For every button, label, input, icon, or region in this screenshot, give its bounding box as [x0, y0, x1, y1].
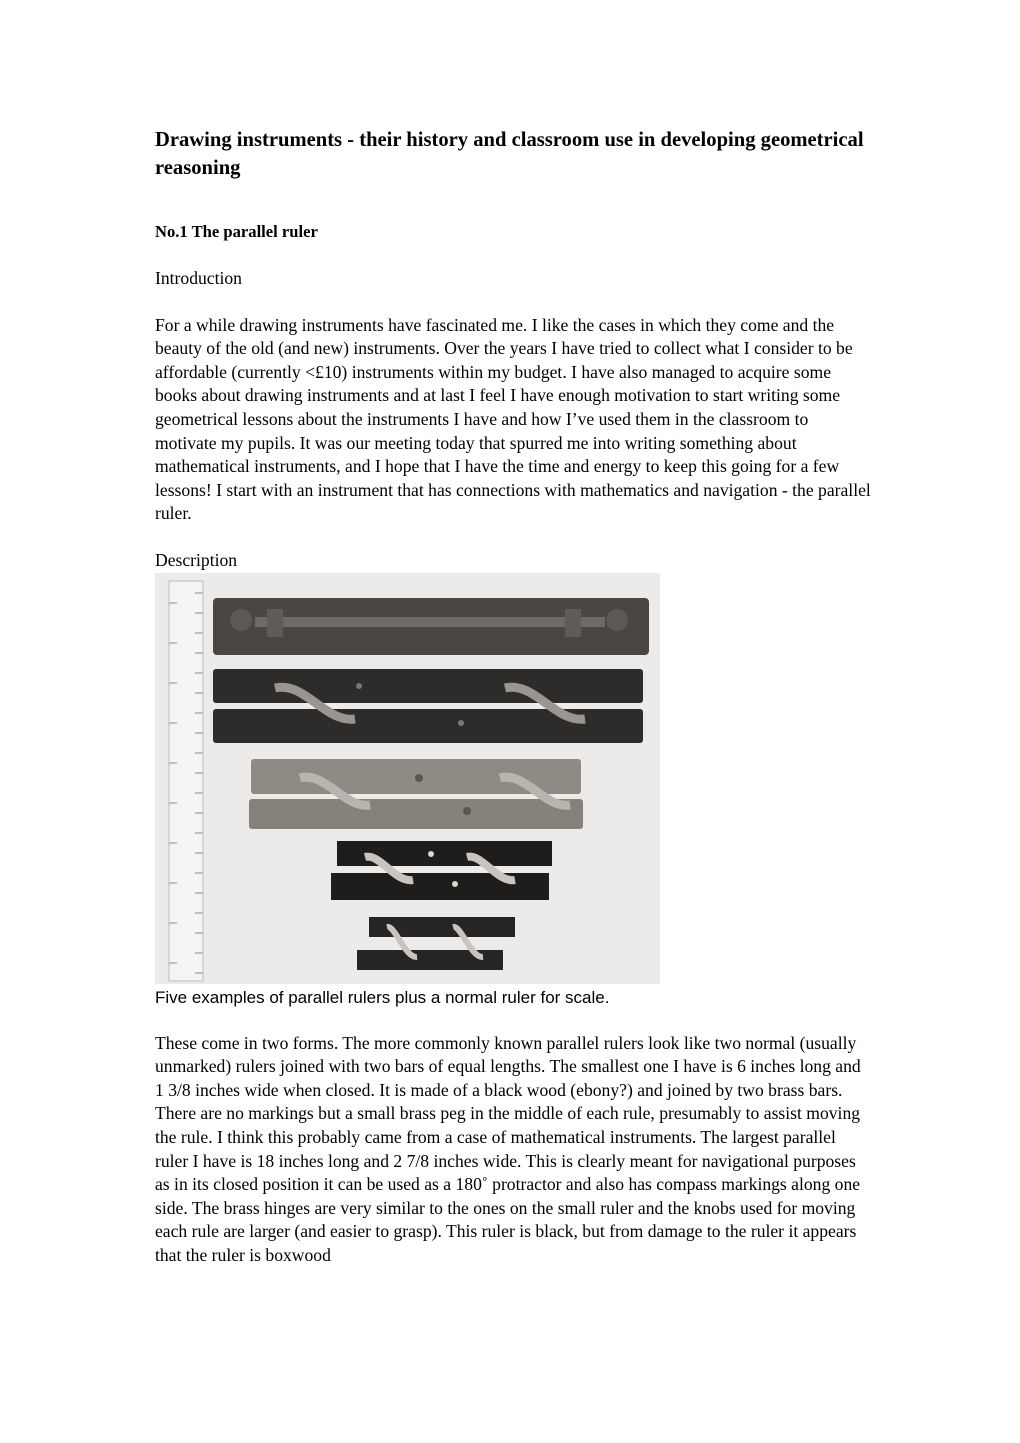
- document-subtitle: No.1 The parallel ruler: [155, 222, 318, 241]
- boxwood-parallel-ruler: [249, 759, 583, 829]
- parallel-rulers-photo: [155, 573, 660, 984]
- document-title: Drawing instruments - their history and classroom use in developing geometrical reasoning: [155, 129, 864, 179]
- scale-ruler: [169, 581, 203, 981]
- intro-paragraph: For a while drawing instruments have fascinated me. I like the cases in which they come and the beauty of the old (and new) instruments. Over the years I have tried to collect what I consider to be affordable (currently <£10) instruments within my budget. I have also managed to acquire some books about drawing instruments and at last I feel I have enough motivation to start writing some geometrical lessons about the instruments I have and how I’ve used them in the classroom to motivate my pupils. It was our meeting today that spurred me into writing something about mathematical instruments, and I hope that I have the time and energy to keep this going for a few lessons! I start with an instrument that has connections with mathematics and navigation - the parallel ruler.: [155, 314, 871, 524]
- description-paragraph: These come in two forms. The more commonly known parallel rulers look like two normal (usually unmarked) rulers joined with two bars of equal lengths. The smallest one I have is 6 inches long and 1 3/8 inches wide when closed. It is made of a black wood (ebony?) and joined by two brass bars. There are no markings but a small brass peg in the middle of each rule, presumably to assist moving the rule. I think this probably came from a case of mathematical instruments. The largest parallel ruler I have is 18 inches long and 2 7/8 inches wide. This is clearly meant for navigational purposes as in its closed position it can be used as a 180˚ protractor and also has compass markings along one side. The brass hinges are very similar to the ones on the small ruler and the knobs used for moving each rule are larger (and easier to grasp). This ruler is black, but from damage to the ruler it appears that the ruler is boxwood: [155, 1032, 861, 1265]
- roller-parallel-ruler: [213, 598, 649, 655]
- section-heading-introduction: Introduction: [155, 268, 242, 288]
- section-heading-description: Description: [155, 549, 238, 570]
- figure-caption: Five examples of parallel rulers plus a normal ruler for scale.: [155, 987, 610, 1007]
- document-body: [155, 126, 873, 1267]
